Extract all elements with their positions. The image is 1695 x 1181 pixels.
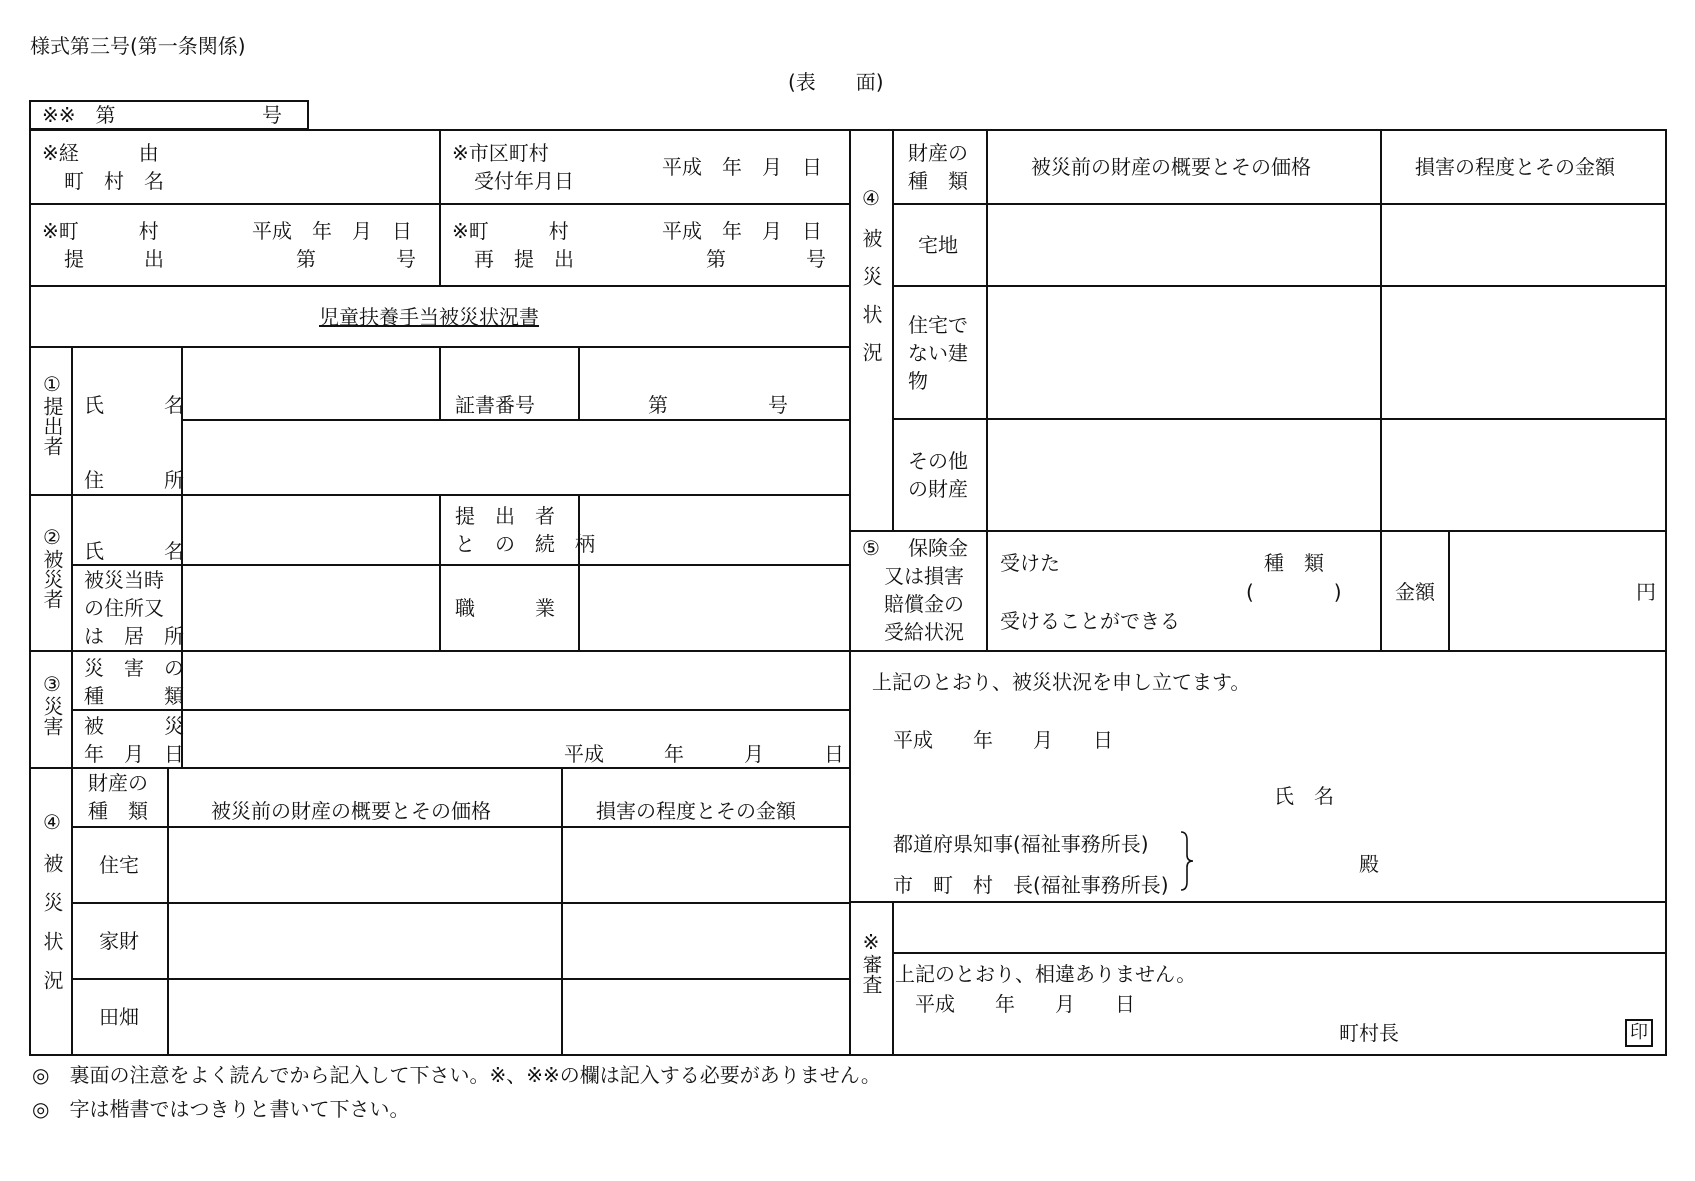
sec1-label: ①提出者 bbox=[40, 372, 64, 456]
sec4-h-kind-1: 財産の bbox=[88, 771, 148, 795]
sec3-kind-2: 種 類 bbox=[84, 684, 184, 708]
saiteishutsu-no: 第 号 bbox=[706, 247, 826, 271]
form-id: 様式第三号(第一条関係) bbox=[30, 34, 246, 58]
sec5-kind-paren: ( ) bbox=[1246, 580, 1342, 604]
sec2-job-label: 職 業 bbox=[455, 596, 555, 620]
sec5-label-1: 保険金 bbox=[908, 536, 968, 560]
sec1-cert-label: 証書番号 bbox=[455, 393, 535, 417]
note-2: ◎ 字は楷書ではつきりと書いて下さい。 bbox=[32, 1097, 410, 1121]
teishutsu-date: 平成 年 月 日 bbox=[252, 219, 412, 243]
sec3-kind-1: 災 害 の bbox=[84, 656, 184, 680]
shiku-label-2: 受付年月日 bbox=[474, 169, 574, 193]
sec2-name-label: 氏 名 bbox=[84, 539, 184, 563]
sec5-num: ⑤ bbox=[862, 536, 880, 560]
sec2-rel-2: と の 続 柄 bbox=[455, 532, 595, 556]
shiku-date: 平成 年 月 日 bbox=[662, 155, 822, 179]
decl-text: 上記のとおり、被災状況を申し立てます。 bbox=[872, 670, 1251, 694]
note-1: ◎ 裏面の注意をよく読んでから記入して下さい。※、※※の欄は記入する必要がありません。 bbox=[32, 1063, 881, 1087]
sec3-date-value: 平成 年 月 日 bbox=[564, 742, 844, 766]
number-prefix: ※※ 第 bbox=[42, 103, 116, 127]
sec1-addr-label: 住 所 bbox=[84, 468, 184, 492]
sec4r-h-kind-1: 財産の bbox=[908, 141, 968, 165]
sec4-label: ④被災状況 bbox=[40, 810, 64, 1009]
number-suffix: 号 bbox=[262, 103, 282, 127]
sec4r-row-bldg-3: 物 bbox=[908, 369, 928, 393]
saiteishutsu-date: 平成 年 月 日 bbox=[662, 219, 822, 243]
sec4-row-house: 住宅 bbox=[99, 853, 139, 877]
sec2-addr-2: の住所又 bbox=[84, 596, 164, 620]
sec4r-row-bldg-2: ない建 bbox=[908, 341, 968, 365]
sec5-amount-label: 金額 bbox=[1395, 580, 1435, 604]
sec5-label-2: 又は損害 bbox=[884, 564, 964, 588]
sec4-row-field: 田畑 bbox=[99, 1005, 139, 1029]
sec4-h-kind-2: 種 類 bbox=[88, 799, 148, 823]
sec2-label: ②被災者 bbox=[40, 525, 64, 609]
sec2-addr-1: 被災当時 bbox=[84, 568, 164, 592]
sec1-cert-no: 第 号 bbox=[648, 393, 788, 417]
decl-to-governor: 都道府県知事(福祉事務所長) bbox=[893, 832, 1149, 856]
keiyu-label-1: ※経 由 bbox=[42, 141, 159, 165]
sec4r-label: ④被災状況 bbox=[859, 186, 883, 380]
sec4r-row-land: 宅地 bbox=[918, 233, 958, 257]
review-label: ※審査 bbox=[859, 930, 883, 994]
saiteishutsu-label-2: 再 提 出 bbox=[474, 247, 574, 271]
sec4-row-household: 家財 bbox=[99, 929, 139, 953]
teishutsu-label-2: 提 出 bbox=[64, 247, 164, 271]
decl-date: 平成 年 月 日 bbox=[893, 728, 1113, 752]
review-mayor: 町村長 bbox=[1339, 1021, 1399, 1045]
sec5-label-3: 賠償金の bbox=[884, 592, 964, 616]
brace-icon bbox=[1178, 830, 1198, 892]
sec2-rel-1: 提 出 者 bbox=[455, 504, 555, 528]
form-title: 児童扶養手当被災状況書 bbox=[319, 305, 539, 329]
decl-dono: 殿 bbox=[1359, 852, 1379, 876]
sec2-addr-3: は 居 所 bbox=[84, 624, 184, 648]
teishutsu-label-1: ※町 村 bbox=[42, 219, 159, 243]
review-date: 平成 年 月 日 bbox=[915, 992, 1135, 1016]
sec4r-h-damage: 損害の程度とその金額 bbox=[1415, 155, 1615, 179]
sec4r-h-kind-2: 種 類 bbox=[908, 169, 968, 193]
sec5-receivable: 受けることができる bbox=[1000, 609, 1180, 633]
sec4-h-before: 被災前の財産の概要とその価格 bbox=[211, 799, 491, 823]
saiteishutsu-label-1: ※町 村 bbox=[452, 219, 569, 243]
review-text: 上記のとおり、相違ありません。 bbox=[895, 962, 1197, 986]
decl-name-label: 氏 名 bbox=[1274, 784, 1334, 808]
sec3-date-1: 被 災 bbox=[84, 714, 184, 738]
sec5-received: 受けた bbox=[1000, 551, 1060, 575]
sec4r-row-bldg-1: 住宅で bbox=[908, 313, 968, 337]
sec5-yen: 円 bbox=[1636, 580, 1656, 604]
decl-to-mayor: 市 町 村 長(福祉事務所長) bbox=[893, 873, 1169, 897]
teishutsu-no: 第 号 bbox=[296, 247, 416, 271]
sec4r-row-other-1: その他 bbox=[908, 449, 968, 473]
sec4r-h-before: 被災前の財産の概要とその価格 bbox=[1031, 155, 1311, 179]
sec5-label-4: 受給状況 bbox=[884, 620, 964, 644]
sec5-kind: 種 類 bbox=[1264, 551, 1324, 575]
side-label: (表 面) bbox=[788, 70, 884, 94]
sec1-name-label: 氏 名 bbox=[84, 393, 184, 417]
keiyu-label-2: 町 村 名 bbox=[64, 169, 164, 193]
sec3-label: ③災害 bbox=[40, 672, 64, 736]
seal-box: 印 bbox=[1625, 1019, 1653, 1047]
sec4-h-damage: 損害の程度とその金額 bbox=[596, 799, 796, 823]
sec4r-row-other-2: の財産 bbox=[908, 477, 968, 501]
shiku-label-1: ※市区町村 bbox=[452, 141, 549, 165]
sec3-date-2: 年 月 日 bbox=[84, 742, 184, 766]
